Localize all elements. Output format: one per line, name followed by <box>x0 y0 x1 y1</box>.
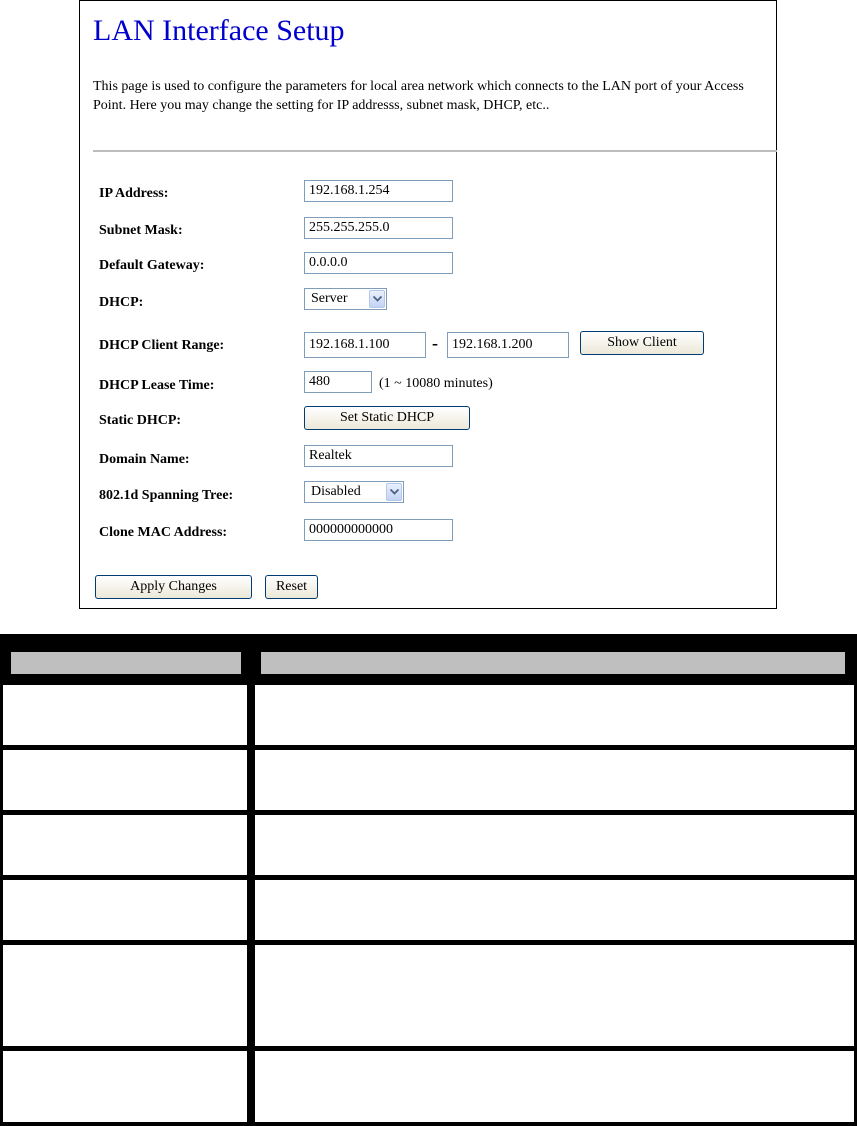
subnet-mask-input[interactable]: 255.255.255.0 <box>304 217 453 239</box>
static-dhcp-row <box>80 406 776 434</box>
dhcp-row <box>80 288 776 316</box>
domain-name-row <box>80 445 776 473</box>
dhcp-select[interactable] <box>304 288 387 310</box>
table-cell <box>3 750 247 810</box>
dhcp-lease-time-input[interactable]: 480 <box>304 371 372 393</box>
static-dhcp-label: Static DHCP: <box>99 413 182 428</box>
reset-button[interactable]: Reset <box>265 575 318 599</box>
table-cell <box>3 685 247 745</box>
table-cell <box>3 815 247 875</box>
ip-address-input[interactable]: 192.168.1.254 <box>304 180 453 202</box>
table-cell <box>255 880 854 940</box>
domain-name-label: Domain Name: <box>99 452 190 467</box>
table-cell <box>255 815 854 875</box>
default-gateway-row <box>80 251 776 279</box>
dhcp-client-range-row <box>80 331 776 359</box>
table-cell <box>255 750 854 810</box>
dhcp-range-start-input[interactable]: 192.168.1.100 <box>304 332 426 358</box>
table-header-cell <box>11 652 241 674</box>
clone-mac-label: Clone MAC Address: <box>99 525 228 540</box>
page-description: This page is used to configure the parameters for local area network which connects to the LAN port of your Access Point. Here you may change the setting for IP addresss, subnet mask, DHCP, etc.. <box>93 79 744 113</box>
spanning-tree-select-value: Disabled <box>311 484 361 499</box>
lan-setup-panel <box>79 0 777 609</box>
table-cell <box>3 880 247 940</box>
table-cell <box>3 1051 247 1122</box>
range-separator: - <box>432 333 438 353</box>
table-cell <box>3 945 247 1046</box>
dhcp-range-end-input[interactable]: 192.168.1.200 <box>447 332 569 358</box>
clone-mac-row <box>80 518 776 546</box>
show-client-button[interactable]: Show Client <box>580 331 704 355</box>
description-table <box>0 634 857 1126</box>
default-gateway-input[interactable]: 0.0.0.0 <box>304 252 453 274</box>
ip-address-label: IP Address: <box>99 186 169 201</box>
spanning-tree-label: 802.1d Spanning Tree: <box>99 488 234 503</box>
chevron-down-icon[interactable] <box>386 483 402 501</box>
page-title: LAN Interface Setup <box>93 14 345 47</box>
table-cell <box>255 1051 854 1122</box>
table-cell <box>255 945 854 1046</box>
lease-time-hint: (1 ~ 10080 minutes) <box>379 376 493 391</box>
chevron-down-icon[interactable] <box>369 290 385 308</box>
spanning-tree-row <box>80 481 776 509</box>
dhcp-lease-time-label: DHCP Lease Time: <box>99 378 215 393</box>
divider <box>93 150 777 152</box>
dhcp-client-range-label: DHCP Client Range: <box>99 338 225 353</box>
spanning-tree-select[interactable] <box>304 481 404 503</box>
clone-mac-input[interactable]: 000000000000 <box>304 519 453 541</box>
subnet-mask-row <box>80 216 776 244</box>
dhcp-select-value: Server <box>311 291 348 306</box>
domain-name-input[interactable]: Realtek <box>304 445 453 467</box>
set-static-dhcp-button[interactable]: Set Static DHCP <box>304 406 470 430</box>
apply-changes-button[interactable]: Apply Changes <box>95 575 252 599</box>
dhcp-label: DHCP: <box>99 295 144 310</box>
table-header-cell <box>261 652 845 674</box>
dhcp-lease-time-row <box>80 371 776 399</box>
subnet-mask-label: Subnet Mask: <box>99 223 183 238</box>
table-cell <box>255 685 854 745</box>
ip-address-row <box>80 179 776 207</box>
default-gateway-label: Default Gateway: <box>99 258 205 273</box>
